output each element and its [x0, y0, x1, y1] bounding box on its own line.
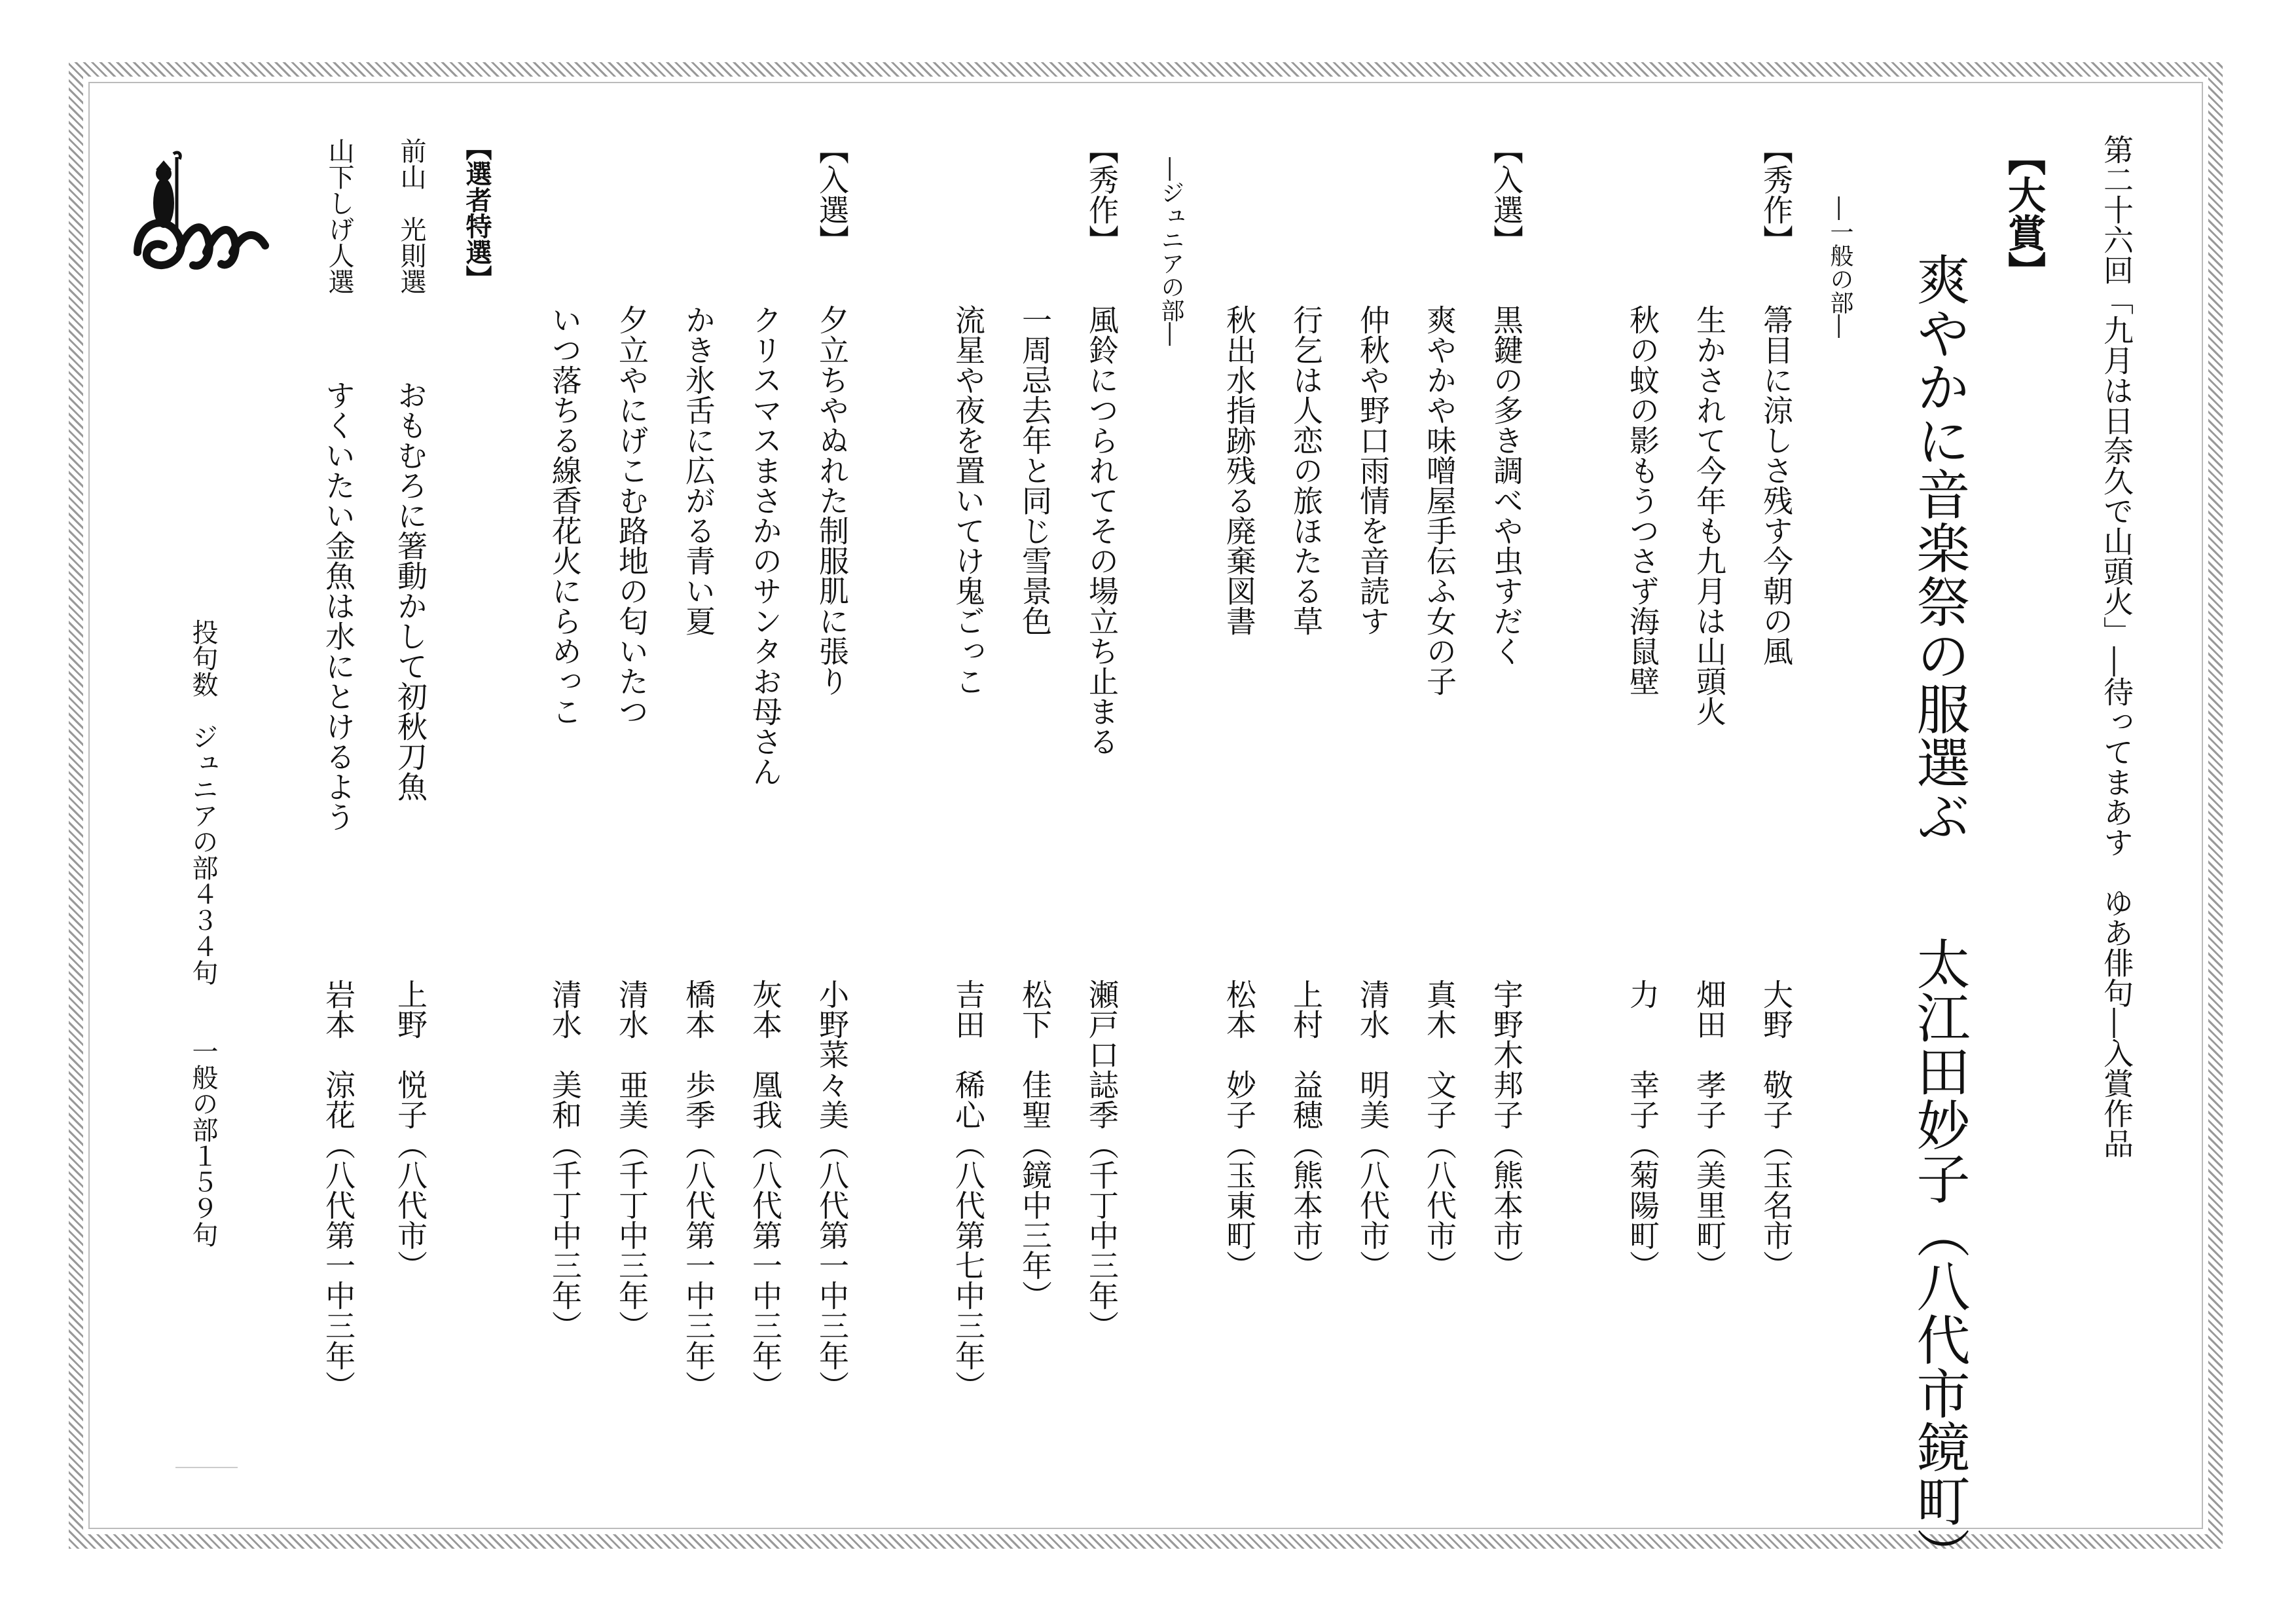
general-shusaku-haiku-2: 生かされて今年も九月は山頭火	[1692, 304, 1727, 726]
special-author-1: 上野 悦子（八代市）	[393, 979, 428, 1280]
page-title: 第二十六回「九月は日奈久で山頭火」―待ってまあす ゆあ俳句―入賞作品	[2099, 134, 2134, 1158]
junior-nyusen-haiku-4: 夕立やにげこむ路地の匂いたつ	[614, 304, 649, 726]
inner-border	[88, 82, 2203, 1529]
divider	[175, 1467, 238, 1468]
grand-prize-label: 【大賞】	[2001, 138, 2046, 289]
general-nyusen-author-3: 清水 明美（八代市）	[1355, 979, 1391, 1280]
junior-nyusen-label: 【入選】	[814, 134, 850, 255]
junior-nyusen-author-2: 灰本 凰我（八代第一中三年）	[748, 979, 783, 1401]
general-heading: ―一般の部―	[1827, 196, 1853, 338]
submission-counts: 投句数 ジュニアの部４３４句 一般の部１５９句	[188, 619, 218, 1247]
general-nyusen-haiku-2: 爽やかや味噌屋手伝ふ女の子	[1422, 304, 1457, 696]
special-haiku-1: おもむろに箸動かして初秋刀魚	[393, 380, 428, 802]
junior-nyusen-author-3: 橋本 歩季（八代第一中三年）	[681, 979, 716, 1401]
general-nyusen-author-5: 松本 妙子（玉東町）	[1222, 979, 1257, 1280]
general-nyusen-haiku-3: 仲秋や野口雨情を音読す	[1355, 304, 1391, 636]
general-shusaku-haiku-3: 秋の蚊の影もうつさず海鼠壁	[1625, 304, 1660, 696]
general-nyusen-author-2: 真木 文子（八代市）	[1422, 979, 1457, 1280]
general-nyusen-haiku-4: 行乞は人恋の旅ほたる草	[1288, 304, 1324, 636]
general-nyusen-author-1: 宇野木邦子（熊本市）	[1489, 979, 1524, 1280]
special-selector-2: 山下しげ人選	[324, 138, 354, 295]
general-shusaku-author-2: 畑田 孝子（美里町）	[1692, 979, 1727, 1280]
junior-nyusen-haiku-2: クリスマスまさかのサンタお母さん	[748, 304, 783, 786]
junior-shusaku-author-3: 吉田 稀心（八代第七中三年）	[951, 979, 986, 1401]
junior-heading: ―ジュニアの部―	[1157, 157, 1184, 346]
special-selector-1: 前山 光則選	[396, 138, 426, 295]
junior-nyusen-haiku-5: いつ落ちる線香花火にらめっこ	[547, 304, 583, 726]
junior-shusaku-author-1: 瀬戸口誌季（千丁中三年）	[1084, 979, 1120, 1340]
junior-nyusen-haiku-1: 夕立ちやぬれた制服肌に張り	[814, 304, 850, 696]
general-shusaku-haiku-1: 箒目に涼しさ残す今朝の風	[1758, 304, 1794, 666]
junior-shusaku-haiku-1: 風鈴につられてその場立ち止まる	[1084, 304, 1120, 756]
junior-nyusen-haiku-3: かき氷舌に広がる青い夏	[681, 304, 716, 636]
general-shusaku-author-1: 大野 敬子（玉名市）	[1758, 979, 1794, 1280]
general-nyusen-label: 【入選】	[1489, 134, 1524, 255]
junior-nyusen-author-4: 清水 亜美（千丁中三年）	[614, 979, 649, 1340]
grand-prize-haiku: 爽やかに音楽祭の服選ぶ	[1908, 252, 1970, 843]
general-shusaku-author-3: 力 幸子（菊陽町）	[1625, 979, 1660, 1280]
special-haiku-2: すくいたい金魚は水にとけるよう	[321, 380, 356, 832]
general-nyusen-haiku-5: 秋出水指跡残る廃棄図書	[1222, 304, 1257, 636]
special-label: 【選者特選】	[462, 134, 492, 291]
grand-prize-author: 太江田妙子（八代市鏡町）	[1908, 936, 1970, 1581]
general-nyusen-author-4: 上村 益穂（熊本市）	[1288, 979, 1324, 1280]
general-nyusen-haiku-1: 黒鍵の多き調べや虫すだく	[1489, 304, 1524, 666]
junior-nyusen-author-5: 清水 美和（千丁中三年）	[547, 979, 583, 1340]
general-shusaku-label: 【秀作】	[1758, 134, 1794, 255]
junior-shusaku-haiku-3: 流星や夜を置いてけ鬼ごっこ	[951, 304, 986, 696]
junior-shusaku-label: 【秀作】	[1084, 134, 1120, 255]
junior-shusaku-author-2: 松下 佳聖（鏡中三年）	[1017, 979, 1053, 1310]
special-author-2: 岩本 涼花（八代第一中三年）	[321, 979, 356, 1401]
junior-nyusen-author-1: 小野菜々美（八代第一中三年）	[814, 979, 850, 1401]
junior-shusaku-haiku-2: 一周忌去年と同じ雪景色	[1017, 304, 1053, 636]
yua-haiku-logo-icon	[124, 141, 282, 298]
